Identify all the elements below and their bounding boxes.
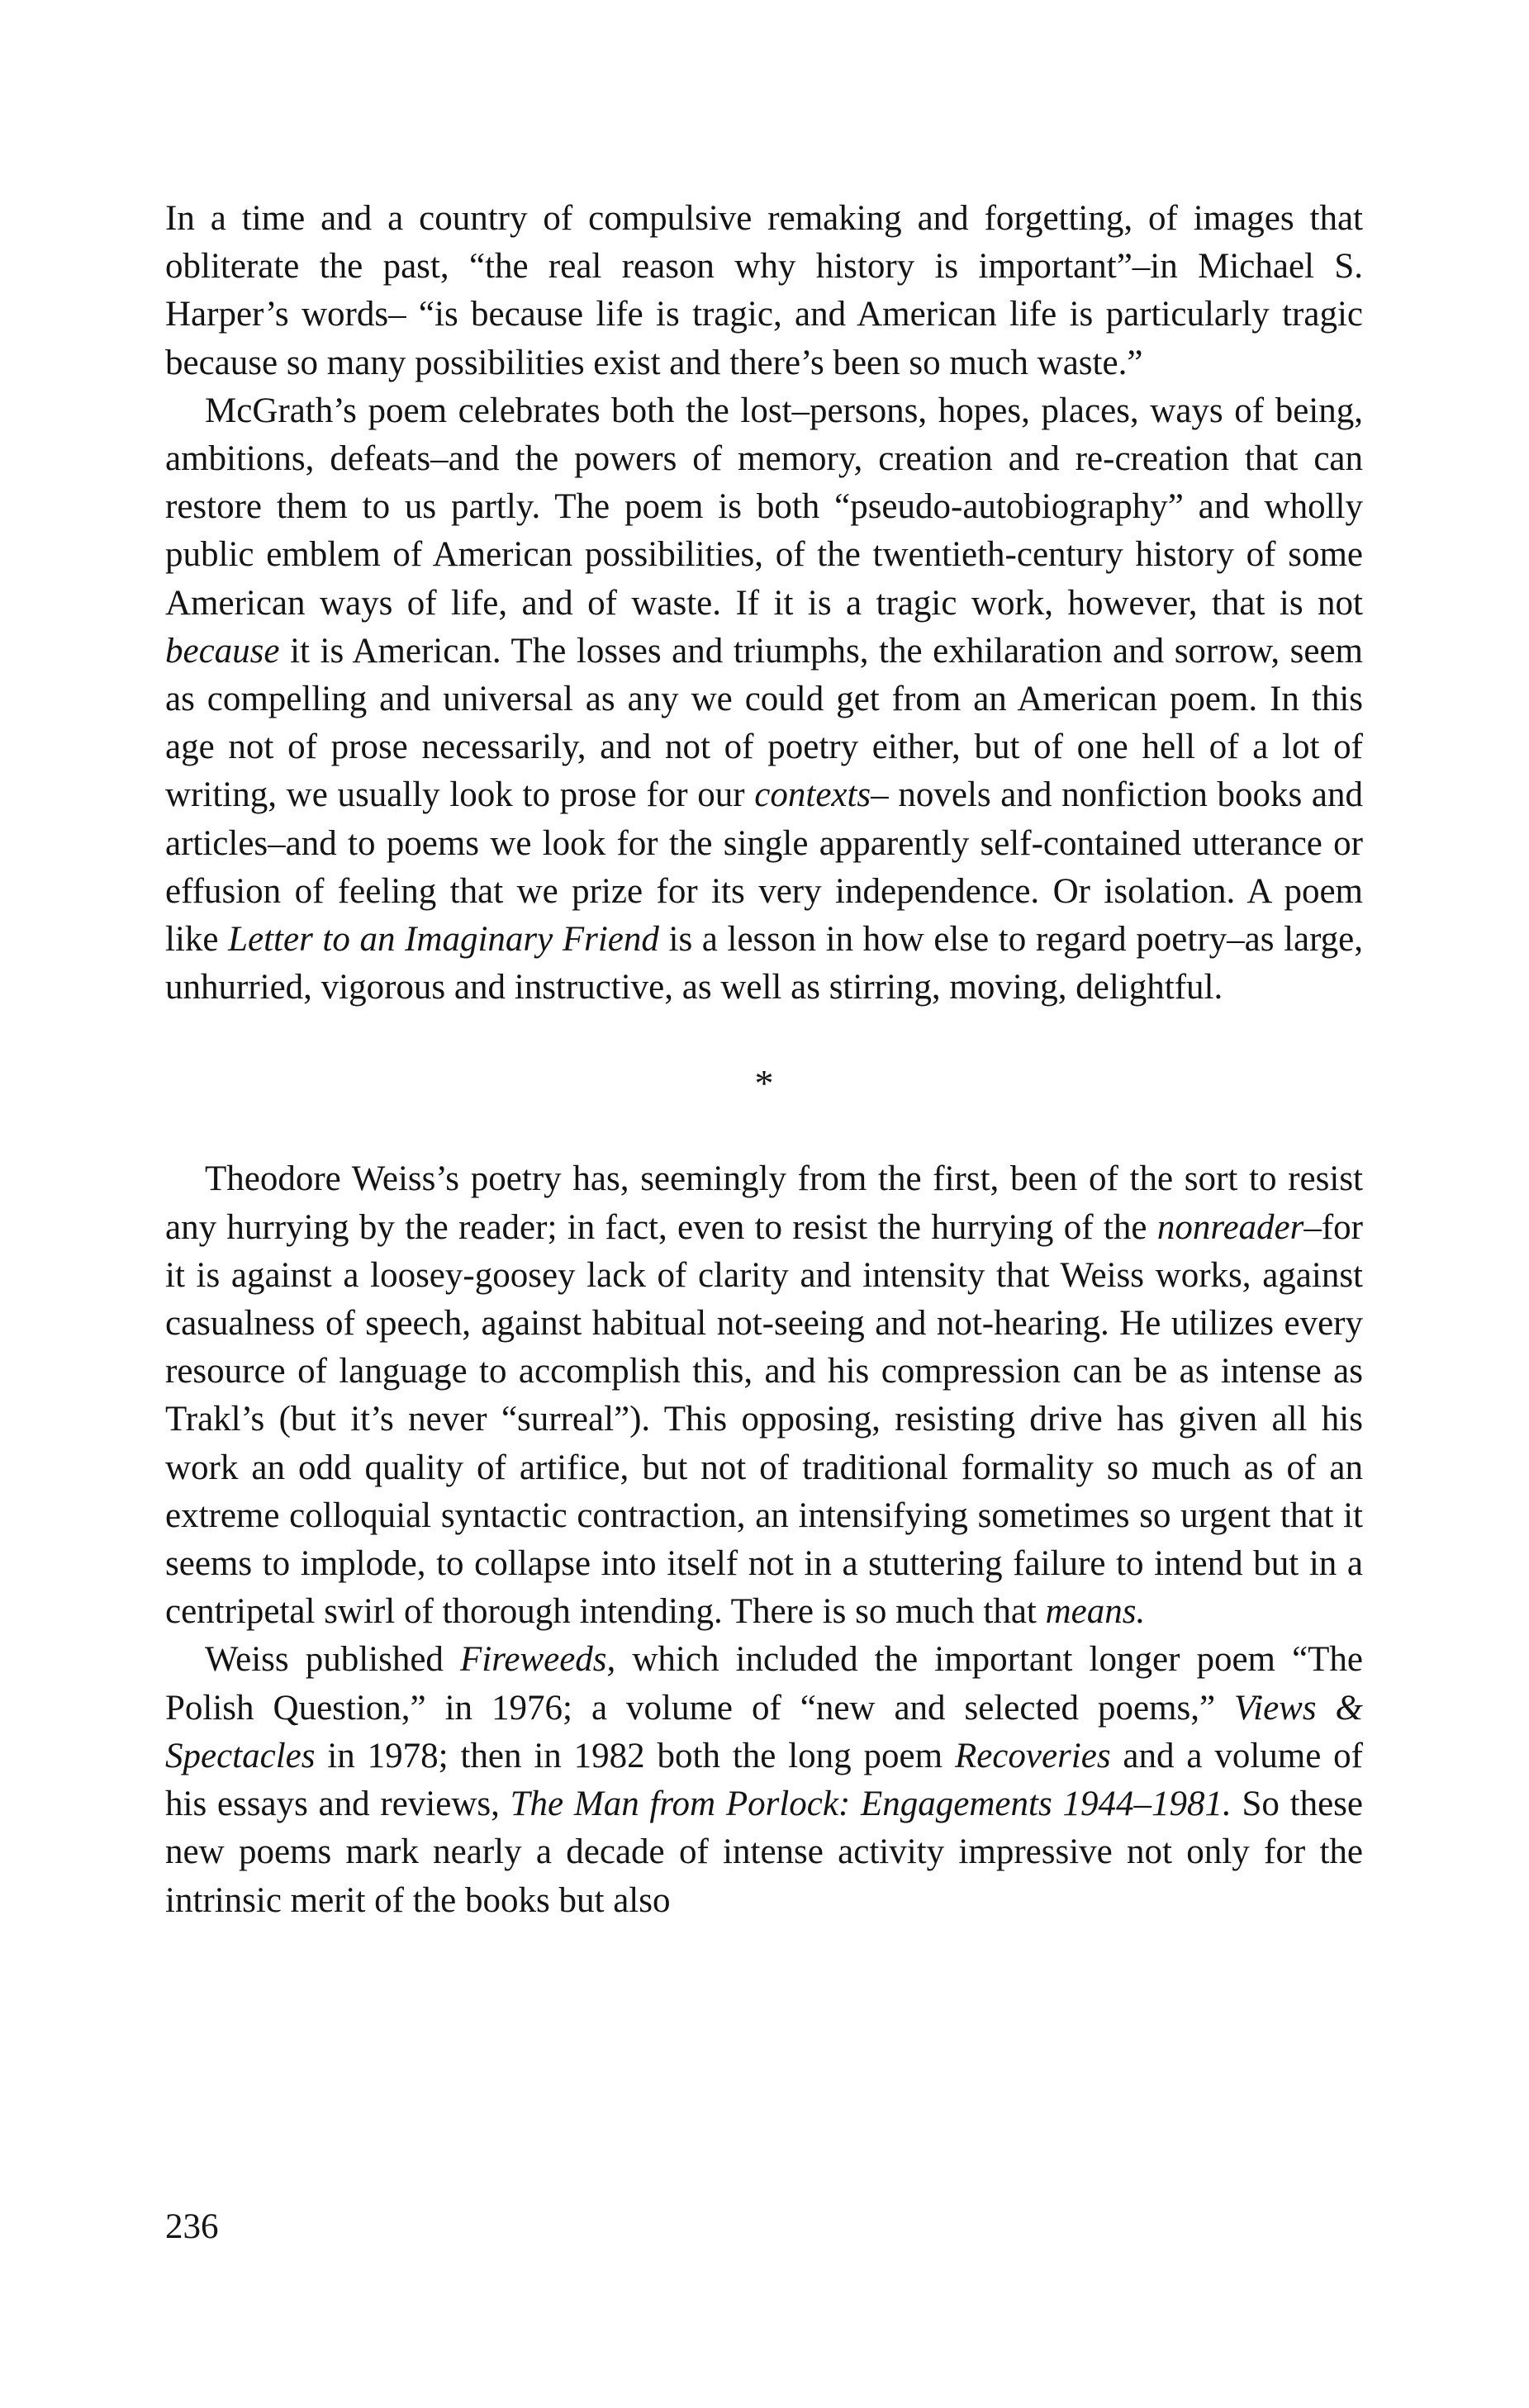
text-run: it is American. The losses and triumphs, the exhilaration and sorrow, seem as compelling and universal as any we could get from an American poem. In this age not of prose necessarily, and not of poetry either, but of one hell of a lot of writing, we usually look to prose for our (165, 631, 1363, 815)
text-run: –for it is against a loosey-goosey lack of clarity and intensity that Weiss works, against casualness of speech, against habitual not-seeing and not-hearing. He utilizes every resource of language to accomplish this, and his compression can be as intense as Trakl’s (but it’s never “surreal”). This opposing, resisting drive has given all his work an odd quality of artifice, but not of traditional formality so much as of an extreme colloquial syntactic contraction, an intensifying sometimes so urgent that it seems to implode, to collapse into itself not in a stuttering failure to intend but in a centripetal swirl of thorough intending. There is so much that (165, 1207, 1363, 1632)
text-run: So these new poems mark nearly a decade of intense activity impressive not only for the intrinsic merit of the books but also (165, 1785, 1363, 1920)
italic-text: Letter to an Imaginary Friend (228, 920, 659, 960)
italic-text: Fireweeds, (460, 1640, 616, 1680)
section-weiss (165, 1155, 1363, 1924)
paragraph (165, 1155, 1363, 1636)
text-run: McGrath’s poem celebrates both the lost–persons, hopes, places, ways of being, ambitions, defeats–and the powers of memory, creation and re-creation that can restore them to us partly. The poem is both “pseudo-autobiography” and wholly public emblem of American possibilities, of the twentieth-century history of some American ways of life, and of waste. If it is a tragic work, however, that is not (165, 391, 1363, 623)
section-mcgrath (165, 195, 1363, 1012)
text-run: – novels and nonfiction books and articles–and to poems we look for the single apparently self-contained utterance or effusion of feeling that we prize for its very independence. Or isolation. A poem like (165, 775, 1364, 960)
text-run: In a time and a country of compulsive remaking and forgetting, of images that obliterate the past, “the real reason why history is important”–in Michael S. Harper’s words– “is because life is tragic, and American life is particularly tragic because so many possibilities exist and there’s been so much waste.” (165, 199, 1363, 382)
paragraph (165, 1636, 1363, 1924)
paragraph (165, 195, 1363, 387)
page-number: 236 (165, 2207, 219, 2246)
text-run: in 1978; then in 1982 both the long poem (315, 1736, 955, 1775)
text-run: Theodore Weiss’s poetry has, seemingly from the first, been of the sort to resist any hurrying by the reader; in fact, even to resist the hurrying of the (165, 1159, 1363, 1247)
paragraph (165, 387, 1363, 1012)
italic-text: means. (1045, 1592, 1146, 1632)
page-body (165, 195, 1363, 1925)
italic-text: contexts (754, 775, 871, 815)
text-run: Weiss published (205, 1640, 461, 1680)
text-run: which included the important longer poem “The Polish Question,” in 1976; a volume of “new and selected poems,” (165, 1640, 1364, 1728)
italic-text: because (165, 631, 280, 671)
text-run: is a lesson in how else to regard poetry–as large, unhurried, vigorous and instructive, as well as stirring, moving, delightful. (165, 920, 1363, 1007)
italic-text: Views & Spectacles (165, 1688, 1363, 1775)
text-run: and a volume of his essays and reviews, (165, 1736, 1363, 1824)
italic-text: nonreader (1156, 1207, 1304, 1247)
italic-text: Recoveries (954, 1736, 1111, 1775)
italic-text: The Man from Porlock: Engagements 1944–1981. (510, 1785, 1232, 1824)
section-break-asterisk: * (754, 1062, 774, 1105)
